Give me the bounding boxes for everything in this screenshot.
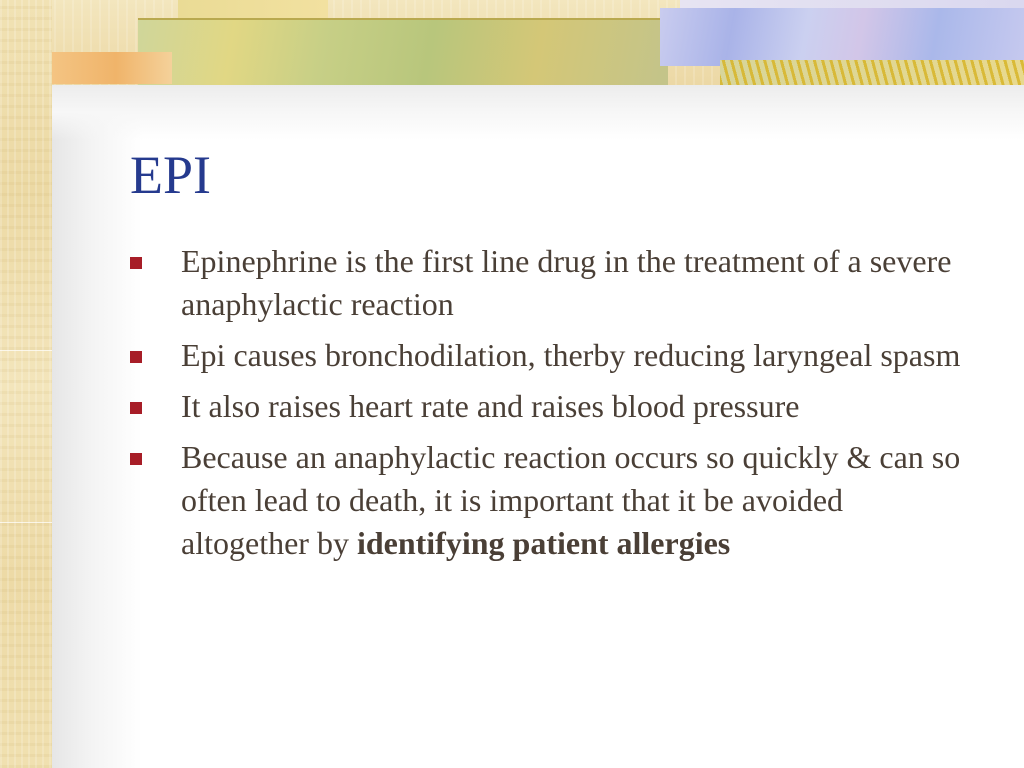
square-bullet-icon [130, 351, 142, 363]
slide-title: EPI [130, 145, 211, 205]
top-shadow-fade [52, 85, 1024, 140]
bullet-text: It also raises heart rate and raises blood pressure [181, 388, 800, 424]
banner-grass-image [720, 60, 1024, 85]
bullet-item [130, 240, 975, 326]
bullet-item [130, 334, 975, 377]
bullet-item [130, 436, 975, 565]
bullet-text: Because an anaphylactic reaction occurs so quickly & can so often lead to death, it is important that it be avoided altogether by [181, 439, 961, 561]
banner-blue-image [660, 8, 1024, 66]
bullet-text: Epi causes bronchodilation, therby reducing laryngeal spasm [181, 337, 961, 373]
strip-seam [0, 350, 52, 351]
strip-seam [0, 522, 52, 523]
square-bullet-icon [130, 257, 142, 269]
banner-orange-accent [32, 52, 172, 84]
bullet-item [130, 385, 975, 428]
bullet-list [130, 240, 975, 573]
square-bullet-icon [130, 453, 142, 465]
bullet-emphasis-text: identifying patient allergies [356, 525, 731, 561]
square-bullet-icon [130, 402, 142, 414]
banner-leaf-image [138, 18, 668, 87]
left-parchment-strip [0, 0, 52, 768]
bullet-text: Epinephrine is the first line drug in the treatment of a severe anaphylactic reaction [181, 243, 952, 322]
left-shadow-fade [52, 85, 142, 768]
